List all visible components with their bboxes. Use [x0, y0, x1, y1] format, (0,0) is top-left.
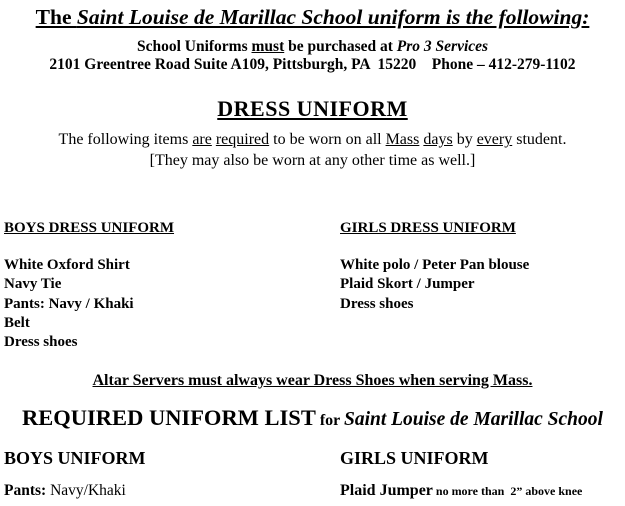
pants-label: Pants:: [4, 482, 47, 499]
intro-seg-8: by: [452, 131, 477, 148]
vendor-text-mid: be purchased at: [284, 38, 397, 55]
intro-seg-mass: Mass: [385, 131, 420, 148]
vendor-name: Pro 3 Services: [396, 38, 489, 55]
jumper-label: Plaid Jumper: [340, 482, 433, 499]
title-school-name: Saint Louise de Marillac School uniform is the following:: [76, 5, 590, 29]
vendor-address-line: 2101 Greentree Road Suite A109, Pittsburgh, PA 15220 Phone – 412-279-1102: [49, 56, 576, 73]
intro-seg-0: The following items: [58, 131, 193, 148]
jumper-line: [340, 482, 582, 500]
vendor-line: [0, 38, 625, 56]
dress-uniform-heading: [0, 96, 625, 122]
boys-dress-item: Navy Tie: [4, 276, 62, 293]
altar-servers-note: [0, 371, 625, 391]
vendor-must-word: must: [251, 38, 285, 55]
dress-uniform-heading-text: DRESS UNIFORM: [217, 96, 408, 121]
boys-dress-item: White Oxford Shirt: [4, 257, 130, 273]
boys-uniform-heading: BOYS UNIFORM: [4, 448, 146, 468]
intro-seg-required: required: [215, 131, 270, 148]
required-list-for: for: [315, 412, 344, 429]
altar-servers-note-text: Altar Servers must always wear Dress Shoes when serving Mass.: [92, 372, 533, 389]
intro-seg-are: are: [192, 131, 212, 148]
dress-intro-line: [0, 130, 625, 150]
girls-dress-item: White polo / Peter Pan blouse: [340, 257, 530, 273]
jumper-note: no more than 2” above knee: [432, 484, 583, 498]
girls-dress-item: Plaid Skort / Jumper: [340, 276, 475, 293]
intro-seg-4: to be worn on all: [269, 131, 386, 148]
required-list-heading: [0, 405, 625, 431]
boys-dress-item: Belt: [4, 314, 30, 331]
girls-dress-column: [340, 219, 529, 314]
girls-uniform-section: [340, 448, 582, 500]
vendor-text-pre: School Uniforms: [136, 38, 252, 55]
boys-uniform-section: [4, 448, 146, 500]
girls-uniform-heading: GIRLS UNIFORM: [340, 448, 489, 468]
title-lead: The: [35, 5, 77, 29]
intro-seg-days: days: [423, 131, 453, 148]
intro-seg-every: every: [476, 131, 513, 148]
boys-dress-column: [4, 219, 174, 352]
pants-line: [4, 482, 146, 500]
boys-dress-item: Dress shoes: [4, 334, 78, 351]
boys-dress-item: Pants: Navy / Khaki: [4, 295, 134, 312]
dress-intro-note: [They may also be worn at any other time as well.]: [149, 152, 476, 169]
intro-seg-10: student.: [512, 131, 567, 148]
girls-dress-item: Dress shoes: [340, 295, 414, 312]
document-title: [0, 4, 625, 30]
required-list-title: REQUIRED UNIFORM LIST: [22, 405, 316, 430]
girls-dress-heading: GIRLS DRESS UNIFORM: [340, 220, 516, 236]
required-list-school-name: Saint Louise de Marillac School: [343, 409, 603, 430]
pants-value: Navy/Khaki: [46, 482, 126, 499]
boys-dress-heading: BOYS DRESS UNIFORM: [4, 220, 175, 236]
